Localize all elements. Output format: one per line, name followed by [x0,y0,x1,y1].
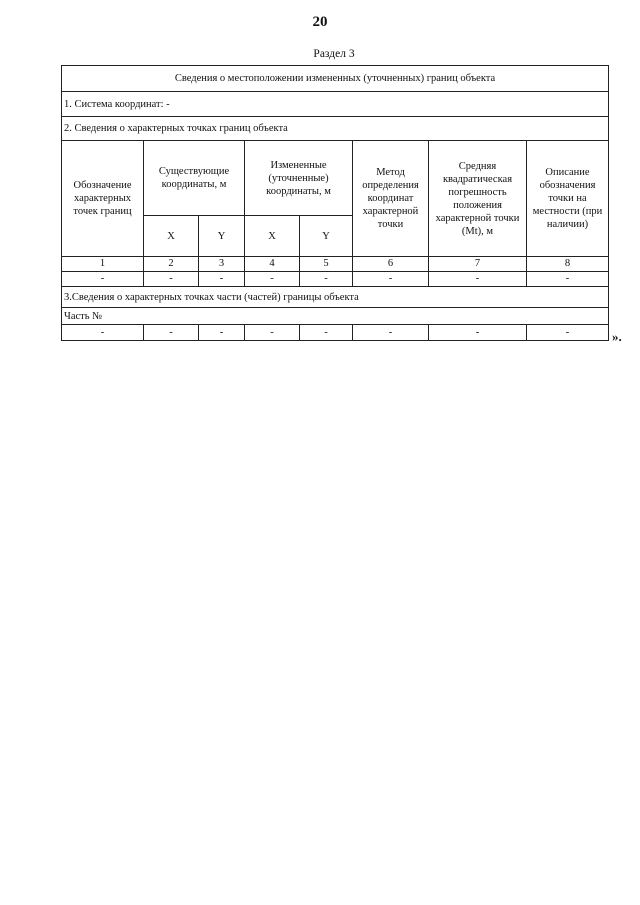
table-cell: - [353,272,429,287]
part-points-header: 3.Сведения о характерных точках части (частей) границы объекта [62,287,609,308]
table-cell: - [144,325,199,341]
col-existing-header: Существующие координаты, м [144,141,245,216]
coord-system-label: 1. Система координат: - [62,92,609,117]
table-cell: - [144,272,199,287]
table-cell: - [429,272,527,287]
col-existing-y: Y [199,216,245,257]
table-cell: - [245,272,300,287]
column-number: 5 [300,257,353,272]
table-cell: - [353,325,429,341]
table-cell: - [62,325,144,341]
table-cell: - [62,272,144,287]
table-cell: - [527,272,609,287]
column-number: 4 [245,257,300,272]
table-title-row [62,66,609,92]
col-changed-x: X [245,216,300,257]
table-row [62,325,609,341]
column-number: 8 [527,257,609,272]
column-number: 1 [62,257,144,272]
points-header-row [62,117,609,141]
column-number: 7 [429,257,527,272]
col-designation-header: Обозначение характерных точек границ [62,141,144,257]
table-cell: - [300,325,353,341]
table-row [62,272,609,287]
page-number: 20 [312,14,328,30]
col-method-header: Метод определения координат характерной точки [353,141,429,257]
part-number-label: Часть № [62,308,609,325]
column-header-row [62,141,609,216]
section-label: Раздел 3 [313,48,355,60]
table-cell: - [199,325,245,341]
closing-quote-mark: ». [612,329,622,344]
col-error-header: Средняя квадратическая погрешность положения характерной точки (Mt), м [429,141,527,257]
points-header: 2. Сведения о характерных точках границ объекта [62,117,609,141]
column-number: 2 [144,257,199,272]
table-cell: - [429,325,527,341]
table-cell: - [527,325,609,341]
boundary-points-table [61,65,609,341]
column-number: 3 [199,257,245,272]
table-cell: - [199,272,245,287]
column-number: 6 [353,257,429,272]
col-changed-header: Измененные (уточненные) координаты, м [245,141,353,216]
table-title: Сведения о местоположении измененных (уточненных) границ объекта [62,66,609,92]
col-description-header: Описание обозначения точки на местности (при наличии) [527,141,609,257]
table-cell: - [300,272,353,287]
part-points-header-row [62,287,609,308]
coord-system-row [62,92,609,117]
table-cell: - [245,325,300,341]
col-changed-y: Y [300,216,353,257]
column-number-row [62,257,609,272]
col-existing-x: X [144,216,199,257]
part-number-row [62,308,609,325]
